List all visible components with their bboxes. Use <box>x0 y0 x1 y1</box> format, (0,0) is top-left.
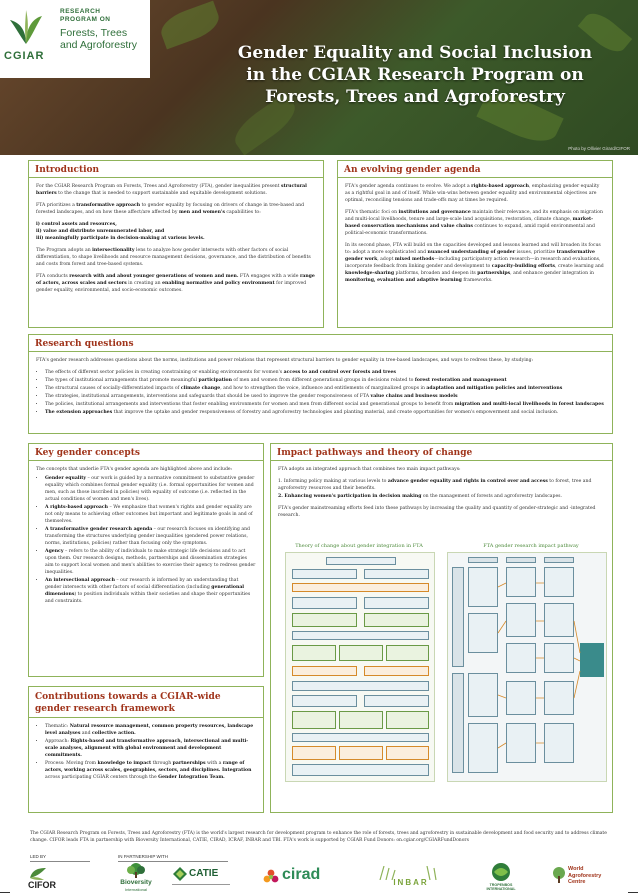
footer-description: The CGIAR Research Program on Forests, Trees and Agroforestry (FTA) is the world's largest research for development program to enhance the role of forests, trees and agroforestry in sustainable development and food security and to address climate change. CIFOR leads FTA in partnership with Bioversity International, CATIE, CIRAD, ICRAF, INBAR and TBI. FTA's work is supported by CGIAR Fund Donors: on.cgiar.org/CGIARFundDonors <box>30 831 607 843</box>
tropenbos-wordmark: TROPENBOS INTERNATIONAL <box>486 883 516 891</box>
diagram-node <box>386 746 429 760</box>
emphasis: partnerships <box>477 271 511 276</box>
text: – We emphasize that women's rights and gender equality are not only means to achieving other outcomes but important and legitimate goals in and of themselves. <box>45 505 253 524</box>
diagram-node <box>292 764 429 776</box>
diagram-node <box>364 597 429 609</box>
list-item <box>45 548 256 576</box>
inbar-logo <box>370 866 452 892</box>
diagram-node <box>386 645 429 661</box>
section-heading: Research questions <box>29 335 612 352</box>
capability: ii) value and distribute unremunerated labor, and <box>36 229 165 234</box>
text: with a <box>205 761 223 766</box>
diagram-node <box>292 597 357 609</box>
emphasis: A rights-based approach <box>45 505 109 510</box>
list-item <box>45 369 605 376</box>
bioversity-wordmark: Bioversity <box>120 879 152 886</box>
text: For the CGIAR Research Program on Forests, Trees and Agroforestry (FTA), gender inequalities present <box>36 184 281 189</box>
bioversity-subtitle: International <box>124 887 147 892</box>
text: Process: Moving from <box>45 761 98 766</box>
emphasis: women's participation in decision making <box>313 494 422 499</box>
emphasis: institutions and governance <box>398 210 471 215</box>
paragraph <box>345 242 605 284</box>
title-line: Gender Equality and Social Inclusion <box>237 43 593 63</box>
diagram-node <box>292 733 429 742</box>
pathway <box>278 493 605 500</box>
section-body <box>271 461 612 529</box>
text: lens to analyze how gender intersects with other factors of social differentiation, to shape livelihoods and resource management decisions, governance, and the distribution of benefits and costs from forest and tree-based systems. <box>36 248 311 267</box>
text: in creating an <box>126 281 163 286</box>
emphasis: adaptation and mitigation policies and interventions <box>426 386 563 391</box>
emphasis: Natural resource management, common property resources, landscape level analyses <box>45 724 254 736</box>
theory-of-change-diagram <box>285 552 435 782</box>
section-heading: An evolving gender agenda <box>338 161 612 178</box>
list-item <box>45 385 605 392</box>
impact-pathways-panel <box>270 443 613 813</box>
emphasis: Gender equality <box>45 476 87 481</box>
text: In its second phase, FTA will build on the capacities developed and lessons learned and will broaden its focus to: adopt a more sophisticated and <box>345 243 601 255</box>
emphasis: Agency <box>45 549 64 554</box>
cirad-wordmark: cirad <box>282 866 321 883</box>
key-concepts-panel <box>28 443 264 677</box>
research-question-list <box>36 369 605 416</box>
partnership-label: IN PARTNERSHIP WITH <box>118 854 169 859</box>
emphasis: mixed methods <box>394 257 435 262</box>
diagram-node <box>364 569 429 579</box>
icraf-logo <box>550 866 612 894</box>
emphasis: Gender Integration Team. <box>158 775 225 780</box>
paragraph <box>345 209 605 237</box>
text: maintain their relevance, and its emphasis on migration and multi-local livelihoods, tenure and large-scale land acquisitions, restoration, climate change, <box>345 210 604 222</box>
emphasis: transformative gender work <box>345 250 595 262</box>
diagram-node <box>292 631 429 640</box>
section-body <box>338 178 612 294</box>
text: – our research is informed by an understanding that gender intersects with other factors of social differentiation (including <box>45 578 239 590</box>
crop-mark <box>0 882 10 893</box>
cifor-wordmark: CIFOR <box>28 880 56 890</box>
impact-pathway-diagram <box>447 552 607 782</box>
emphasis: capacity-building efforts <box>491 264 556 269</box>
diagram-node <box>292 583 429 592</box>
emphasis: A transformative gender research agenda <box>45 527 153 532</box>
text: The Program adopts an <box>36 248 93 253</box>
text: Thematic: <box>45 724 70 729</box>
text: across participating CGIAR centers through the <box>45 775 159 780</box>
emphasis: transformative approach <box>76 203 141 208</box>
tropenbos-globe-icon <box>490 862 512 882</box>
cifor-logo <box>28 866 78 892</box>
diagram-node <box>364 613 429 627</box>
research-questions-panel <box>28 334 613 434</box>
text: to forest, tree and agroforestry resources and their benefits. <box>278 479 592 491</box>
emphasis: research with and about younger generations of women and men. <box>69 274 239 279</box>
diagram-node <box>292 613 357 627</box>
paragraph <box>36 247 316 268</box>
text: FTA's gender agenda continues to evolve. We adopt a <box>345 184 472 189</box>
section-body <box>29 718 263 787</box>
cgiar-logo-icon <box>6 8 46 46</box>
emphasis: participation <box>198 378 232 383</box>
diagram-node <box>386 711 429 729</box>
list-item <box>45 401 605 408</box>
list-item <box>45 526 256 547</box>
text: 2. Enhancing <box>278 494 314 499</box>
text: – our work is guided by a normative commitment to substantive gender equality which combines formal gender equality (i.e. formal opportunities for women and men, such as those inscribed in policies) with equality of outcome (i.e. reflected in the actual conditions of women and men's lives). <box>45 476 255 502</box>
bioversity-tree-icon <box>123 862 149 878</box>
text: , and enhance gender integration in <box>510 271 594 276</box>
paragraph: FTA's gender research addresses questions about the norms, institutions and power relations that represent structural barriers to gender equality in tree-based landscapes, and ways to redress these, by studying: <box>36 358 534 363</box>
text: , adopt <box>377 257 395 262</box>
section-heading: Introduction <box>29 161 323 178</box>
tropenbos-logo <box>476 866 526 894</box>
list-item <box>45 760 256 781</box>
emphasis: Rights-based and transformative approach, intersectional and multi-scale analyses, alignment with global environment and development commitments. <box>45 739 249 758</box>
emphasis: knowledge-sharing <box>345 271 395 276</box>
list-item <box>45 475 256 503</box>
emphasis: structural barriers <box>36 184 307 196</box>
text: The structural causes of socially-differentiated impacts of <box>45 386 181 391</box>
catie-logo <box>172 866 232 892</box>
diagram-arrows <box>448 553 608 783</box>
emphasis: partnerships <box>172 761 206 766</box>
emphasis: rights-based approach <box>471 184 530 189</box>
text: – refers to the ability of individuals to make strategic life decisions and to act upon them. Our research designs, methods, partnerships and dissemination strategies aim to support local women and men's abilities to exercise their agency to redress gender inequalities. <box>45 549 256 575</box>
inbar-wordmark: INBAR <box>393 878 429 887</box>
emphasis: collective action. <box>91 731 136 736</box>
emphasis: knowledge to impact <box>97 761 152 766</box>
text: that improve the uptake and gender responsiveness of forestry and agroforestry technologies and planting material, and create opportunities for women's empowerment and social inclusion. <box>112 410 559 415</box>
text: , and how to strengthen the voice, influence and entitlements of marginalized groups in <box>220 386 427 391</box>
text: FTA conducts <box>36 274 70 279</box>
title-line: in the CGIAR Research Program on <box>246 65 584 85</box>
logo-program-label: RESEARCH PROGRAM ON <box>60 8 111 23</box>
paragraph <box>36 183 316 197</box>
list-item <box>45 393 605 400</box>
bioversity-logo <box>112 866 160 894</box>
paragraph <box>36 202 316 216</box>
icraf-line: Agroforestry <box>568 872 602 879</box>
list-item <box>45 377 605 384</box>
introduction-panel <box>28 160 324 328</box>
section-heading: Key gender concepts <box>29 444 263 461</box>
text: —including participatory action research—in research and evaluations, incorporate feedback from linking gender and development to <box>345 257 601 269</box>
text: FTA prioritizes a <box>36 203 77 208</box>
text: of men and women from different generational groups in decisions related to <box>231 378 415 383</box>
paragraph: FTA's gender mainstreaming efforts feed into these pathways by increasing the quality and quantity of gender-strategic and -integrated research. <box>278 506 596 518</box>
section-heading: Impact pathways and theory of change <box>271 444 612 461</box>
diagram-node <box>339 746 383 760</box>
cifor-leaf-icon <box>28 866 48 880</box>
icraf-line: Centre <box>568 879 586 885</box>
text: – our research focuses on identifying and transforming the structures underlying gender inequalities (gendered power relations, norms, institutions, policies) rather than focusing only the symptoms. <box>45 527 250 546</box>
text: , emphasizing gender equality as a rightful goal in and of itself. While win-wins between gender equality and environmental objectives are optimal, reconciling tensions and trade-offs may at times be required. <box>345 184 600 203</box>
diagram-node <box>364 695 429 707</box>
photo-credit: Photo by Ollivier Girard/CIFOR <box>568 146 630 151</box>
text: FTA's thematic foci on <box>345 210 399 215</box>
text: to the change that is needed to support sustainable and equitable development solutions. <box>56 191 267 196</box>
emphasis: nuanced understanding of gender <box>427 250 516 255</box>
list-item <box>45 723 256 737</box>
section-body <box>29 461 263 611</box>
diagram-node <box>326 557 396 565</box>
title-line: Forests, Trees and Agroforestry <box>265 87 565 107</box>
text: frameworks. <box>461 278 493 283</box>
emphasis: access to and control over forests and trees <box>283 370 397 375</box>
emphasis: climate change <box>180 386 221 391</box>
diagram-node <box>292 695 357 707</box>
section-body <box>29 352 612 422</box>
text: on the management of forests and agroforestry landscapes. <box>421 494 562 499</box>
diagram-node <box>292 681 429 691</box>
paragraph <box>36 273 316 294</box>
text: for improved gender equality, environmental, and socio-economic outcomes. <box>36 281 307 293</box>
header-banner <box>0 0 638 155</box>
diagram-caption: Theory of change about gender integration in FTA <box>295 543 423 549</box>
emphasis: forest restoration and management <box>414 378 507 383</box>
paragraph: FTA adopts an integrated approach that combines two main impact pathways: <box>278 467 461 472</box>
emphasis: enabling normative and policy environment <box>162 281 275 286</box>
concept-list <box>36 475 256 605</box>
diagram-node <box>364 666 429 676</box>
diagram-node <box>339 711 383 729</box>
crop-mark <box>628 882 638 893</box>
cgiar-wordmark: CGIAR <box>4 50 45 62</box>
section-body <box>29 178 323 304</box>
text: through <box>151 761 173 766</box>
program-logo <box>0 0 150 78</box>
diagram-caption: FTA gender research impact pathway <box>483 543 579 549</box>
text: and <box>80 731 92 736</box>
pathway <box>278 478 605 492</box>
diagram-node <box>339 645 383 661</box>
emphasis: monitoring, evaluation and adaptive learning <box>345 278 462 283</box>
paragraph <box>345 183 605 204</box>
text: continues to expand, amid rapid environmental and political-economic transformations. <box>345 224 595 236</box>
emphasis: The extension approaches <box>45 410 113 415</box>
icraf-line: World <box>568 866 584 872</box>
diagram-node <box>292 569 357 579</box>
emphasis: market-based conservation mechanisms and value chains <box>345 217 594 229</box>
catie-wordmark: CATIE <box>189 868 219 879</box>
emphasis: intersectionality <box>92 248 135 253</box>
list-item <box>45 738 256 759</box>
capability: iii) meaningfully participate in decision-making at various levels. <box>36 236 205 241</box>
emphasis: migration and multi-local livelihoods in forest landscapes <box>454 402 604 407</box>
divider <box>30 861 90 862</box>
diagram-node <box>292 645 336 661</box>
section-heading: Contributions towards a CGIAR-wide gender research framework <box>29 687 263 718</box>
cirad-logo <box>262 866 334 892</box>
emphasis: An intersectional approach <box>45 578 115 583</box>
list-item <box>45 504 256 525</box>
text: , create learning and <box>555 264 604 269</box>
cirad-flower-icon <box>262 868 280 886</box>
text: The policies, institutional arrangements and interventions that foster enabling environments for women and men from different social and generational groups to benefit from <box>45 402 455 407</box>
gender-agenda-panel <box>337 160 613 328</box>
text: The strategies, institutional arrangements, interventions and safeguards that should be used to improve the gender responsiveness of FTA <box>45 394 371 399</box>
emphasis: range of actors, across scales and sectors <box>36 274 315 286</box>
logo-program-name: Forests, Trees and Agroforestry <box>60 27 138 51</box>
emphasis: advance gender equality and rights in control over and access <box>387 479 548 484</box>
icraf-tree-icon <box>550 866 568 884</box>
emphasis: value chains and business models <box>370 394 458 399</box>
paragraph: The concepts that underlie FTA's gender agenda are highlighted above and include: <box>36 467 233 472</box>
text: 1. Informing policy making at various levels to <box>278 479 388 484</box>
led-by-label: LED BY <box>30 854 47 859</box>
text: FTA engages with a wide <box>238 274 300 279</box>
text: to gender equality by focusing on drivers of change in tree-based and forested landscapes, and on how these affect/are affected by <box>36 203 305 215</box>
list-item <box>45 577 256 605</box>
text: The types of institutional arrangements that promote meaningful <box>45 378 199 383</box>
icraf-wordmark <box>568 866 612 886</box>
diagram-node <box>292 666 357 676</box>
text: issues, prioritize <box>515 250 557 255</box>
contribution-list <box>36 723 256 781</box>
catie-tagline-rule <box>172 884 230 890</box>
emphasis: men and women's <box>178 210 225 215</box>
poster-title <box>205 42 625 108</box>
emphasis: range of actors, working across scales, geographies, sectors, and disciplines. Integration <box>45 761 252 773</box>
text: platforms, broaden and deepen its <box>394 271 478 276</box>
capability: i) control assets and resources, <box>36 222 117 227</box>
catie-mark-icon <box>172 866 188 882</box>
diagram-node <box>292 711 336 729</box>
diagram-node <box>292 746 336 760</box>
contributions-panel <box>28 686 264 813</box>
list-item <box>45 409 605 416</box>
capability-list <box>36 221 316 242</box>
emphasis: generational dimensions <box>45 585 245 597</box>
text: The effects of different sector policies in creating constraining or enabling environments for women's <box>45 370 284 375</box>
text: ) to position individuals within their societies and shape their opportunities and constraints. <box>45 592 251 604</box>
text: capabilities to: <box>224 210 261 215</box>
text: Approach: <box>45 739 71 744</box>
